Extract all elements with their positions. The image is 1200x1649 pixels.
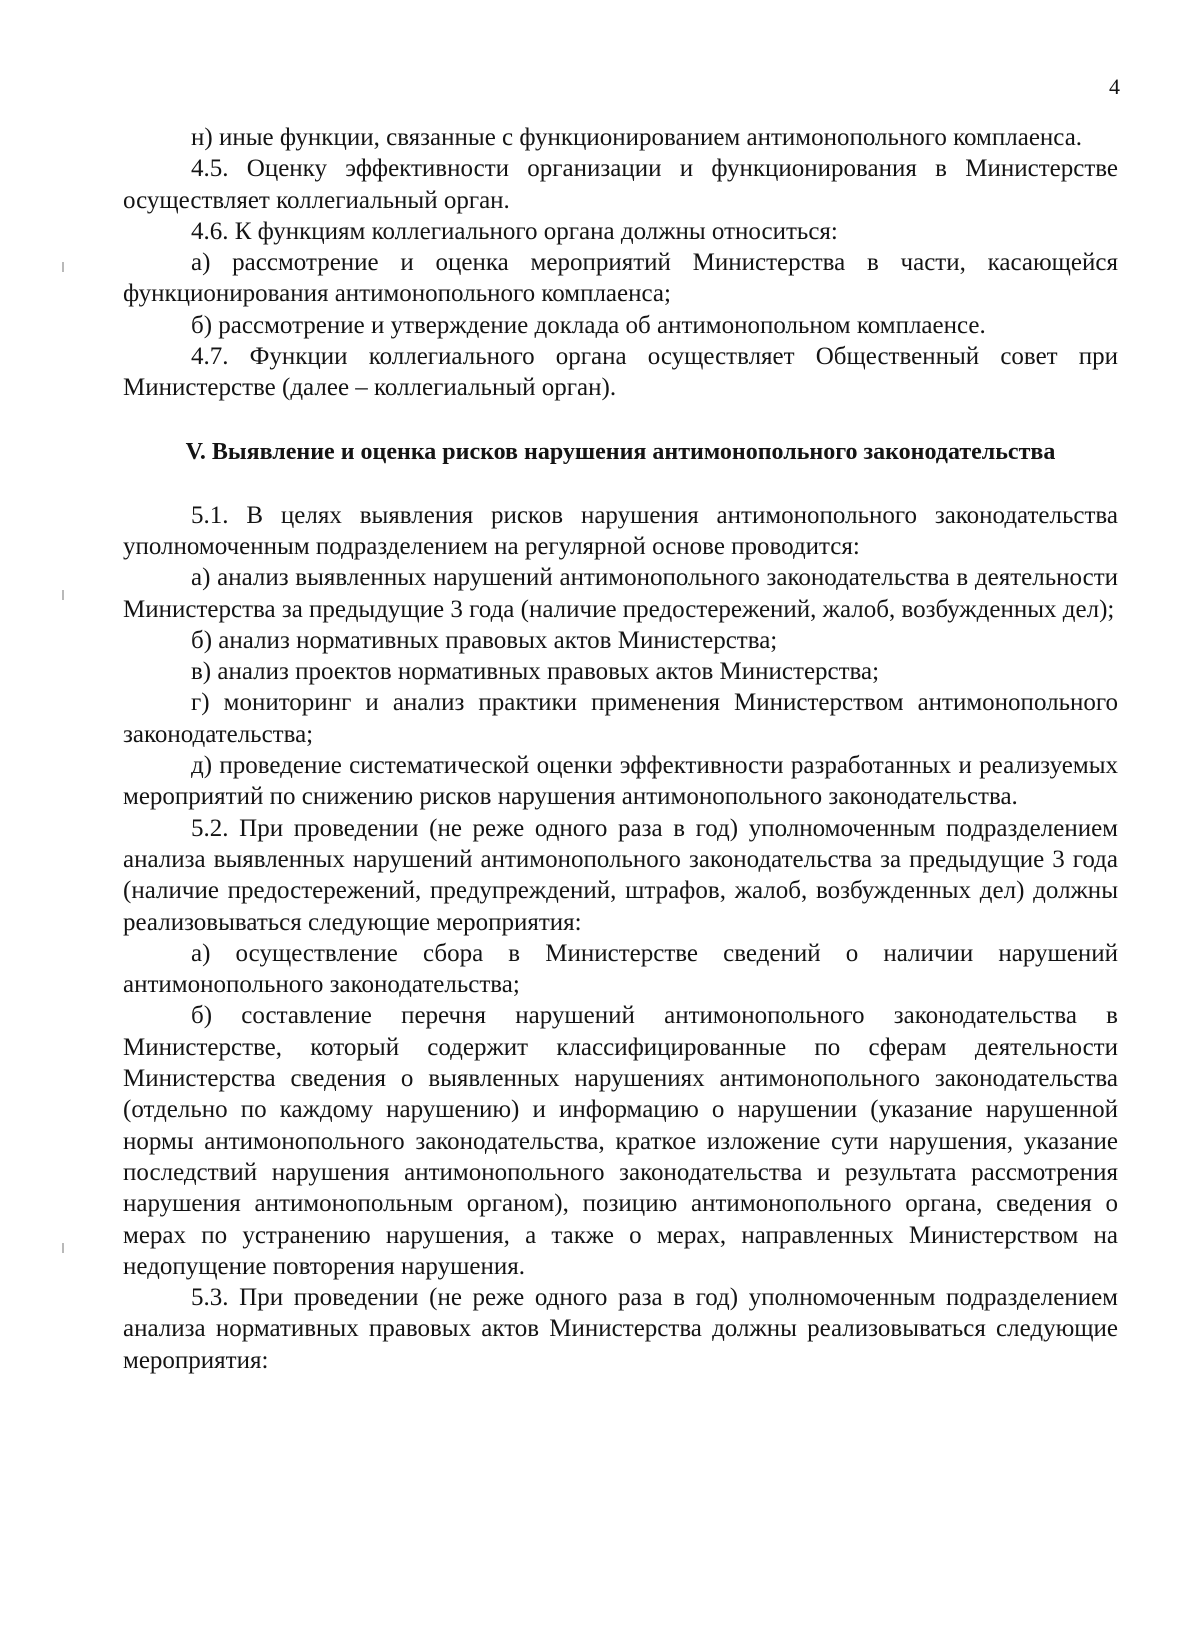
paragraph-4-7: 4.7. Функции коллегиального органа осуществляет Общественный совет при Министерстве (далее – коллегиальный орган). — [123, 343, 1118, 402]
paragraph-4-5: 4.5. Оценку эффективности организации и функционирования в Министерстве осуществляет коллегиальный орган. — [123, 155, 1118, 214]
paragraph-5-1-a: а) анализ выявленных нарушений антимонопольного законодательства в деятельности Министерства за предыдущие 3 года (наличие предостережений, жалоб, возбужденных дел); — [123, 564, 1118, 623]
paragraph-item-n: н) иные функции, связанные с функционированием антимонопольного комплаенса. — [191, 124, 1083, 151]
paragraph-5-1-d: д) проведение систематической оценки эффективности разработанных и реализуемых мероприятий по снижению рисков нарушения антимонопольного законодательства. — [123, 752, 1118, 811]
paragraph-5-1: 5.1. В целях выявления рисков нарушения антимонопольного законодательства уполномоченным подразделением на регулярной основе проводится: — [123, 501, 1118, 560]
paragraph-5-1-b: б) анализ нормативных правовых актов Министерства; — [191, 626, 778, 654]
paragraph-4-6-b: б) рассмотрение и утверждение доклада об антимонопольном комплаенсе. — [191, 311, 986, 339]
scan-artifact — [62, 262, 64, 272]
document-body — [123, 122, 1118, 1376]
paragraph-5-1-g: г) мониторинг и анализ практики применения Министерством антимонопольного законодательства; — [123, 689, 1118, 748]
page-number: 4 — [1109, 74, 1120, 99]
paragraph-5-1-v: в) анализ проектов нормативных правовых актов Министерства; — [191, 658, 880, 686]
paragraph-5-3: 5.3. При проведении (не реже одного раза в год) уполномоченным подразделением анализа нормативных правовых актов Министерства должны реализовываться следующие мероприятия: — [123, 1284, 1118, 1374]
section-heading: V. Выявление и оценка рисков нарушения антимонопольного законодательства — [185, 438, 1056, 465]
paragraph-4-6-a: а) рассмотрение и оценка мероприятий Министерства в части, касающейся функционирования антимонопольного комплаенса; — [123, 249, 1118, 308]
paragraph-4-6: 4.6. К функциям коллегиального органа должны относиться: — [191, 217, 838, 245]
paragraph-5-2-b: б) составление перечня нарушений антимонопольного законодательства в Министерстве, который содержит классифицированные по сферам деятельности Министерства сведения о выявленных нарушениях антимонопольного законодательства (отдельно по каждому нарушению) и информацию о нарушении (указание нарушенной нормы антимонопольного законодательства, краткое изложение сути нарушения, указание последствий нарушения антимонопольного законодательства и результата рассмотрения нарушения антимонопольным органом), позицию антимонопольного органа, сведения о мерах по устранению нарушения, а также о мерах, направленных Министерством на недопущение повторения нарушения. — [123, 1002, 1118, 1280]
paragraph-5-2-a: а) осуществление сбора в Министерстве сведений о наличии нарушений антимонопольного законодательства; — [123, 939, 1118, 999]
scan-artifact — [62, 1243, 64, 1253]
scan-artifact — [62, 590, 64, 600]
paragraph-5-2: 5.2. При проведении (не реже одного раза в год) уполномоченным подразделением анализа выявленных нарушений антимонопольного законодательства за предыдущие 3 года (наличие предостережений, предупреждений, штрафов, жалоб, возбужденных дел) должны реализовываться следующие мероприятия: — [123, 814, 1118, 936]
